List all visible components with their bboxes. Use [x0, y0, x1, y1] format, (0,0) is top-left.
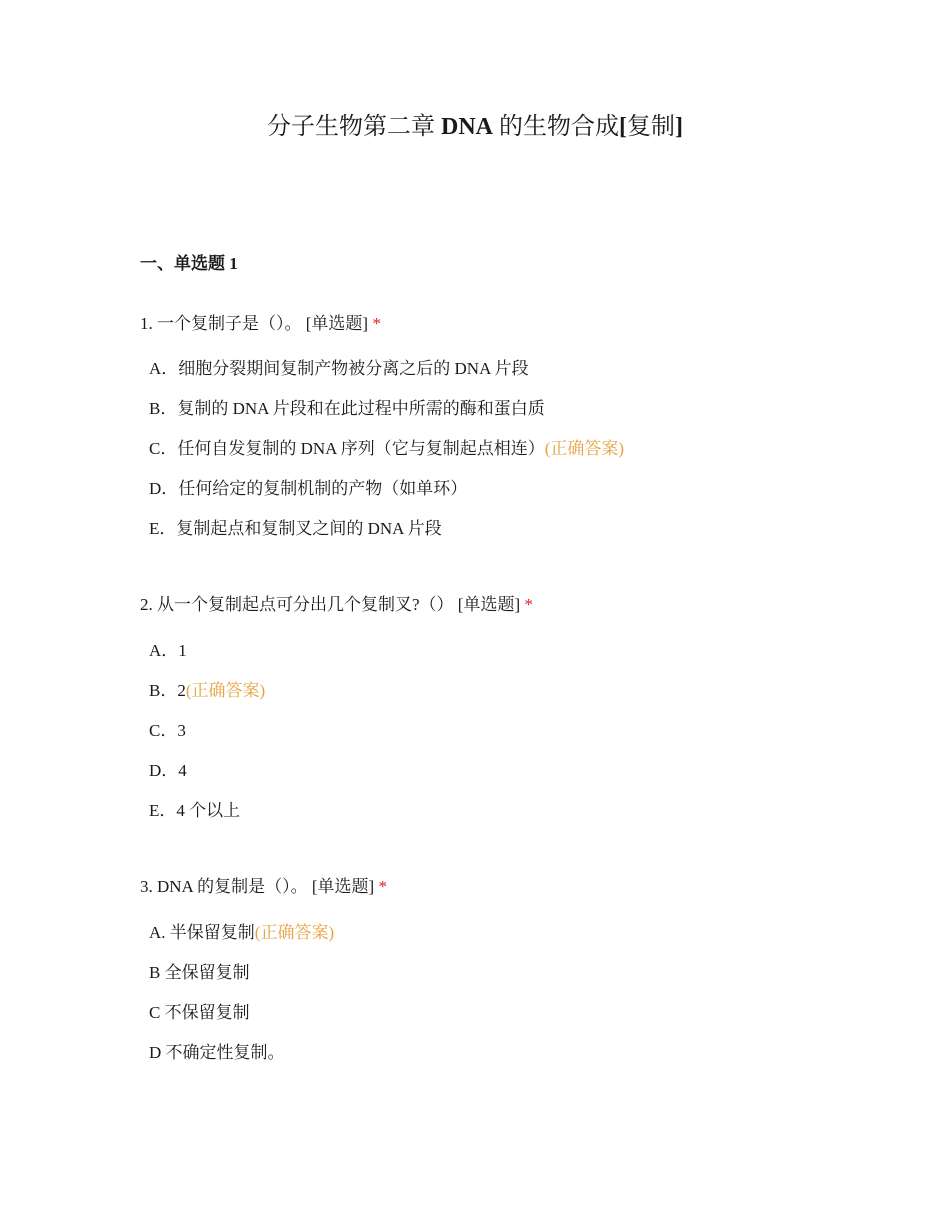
option-label: A．1 [149, 641, 187, 660]
required-marker: * [372, 314, 381, 333]
question-2-label: 2. 从一个复制起点可分出几个复制叉?（） [单选题] [140, 595, 525, 614]
option-1a[interactable] [149, 357, 529, 381]
question-1-text [140, 312, 840, 336]
option-2e[interactable] [149, 799, 240, 823]
title-part-4: [ [619, 114, 627, 140]
option-1b[interactable] [149, 397, 545, 421]
title-part-5: 复制 [627, 114, 675, 140]
question-1-label: 1. 一个复制子是（）。 [单选题] [140, 314, 373, 333]
option-label: D 不确定性复制。 [149, 1043, 285, 1062]
option-label: D．任何给定的复制机制的产物（如单环） [149, 479, 468, 498]
option-label: B．2 [149, 681, 186, 700]
option-1c[interactable] [149, 437, 624, 461]
question-1 [140, 312, 840, 538]
option-1e[interactable] [149, 517, 442, 541]
question-3-label: 3. DNA 的复制是（）。 [单选题] [140, 877, 379, 896]
question-2 [140, 593, 840, 820]
required-marker: * [524, 595, 533, 614]
correct-answer-tag: (正确答案) [544, 439, 625, 458]
title-part-1: 分子生物第二章 [267, 114, 441, 140]
option-label: A．细胞分裂期间复制产物被分离之后的 DNA 片段 [149, 359, 529, 378]
option-label: C．任何自发复制的 DNA 序列（它与复制起点相连） [149, 439, 545, 458]
option-3a[interactable] [149, 921, 334, 945]
option-label: E．复制起点和复制叉之间的 DNA 片段 [149, 519, 442, 538]
option-3d[interactable] [149, 1041, 285, 1065]
option-label: B 全保留复制 [149, 963, 250, 982]
option-label: C．3 [149, 721, 186, 740]
option-label: C 不保留复制 [149, 1003, 250, 1022]
option-3c[interactable] [149, 1001, 250, 1025]
option-label: E．4 个以上 [149, 801, 241, 820]
option-label: B．复制的 DNA 片段和在此过程中所需的酶和蛋白质 [149, 399, 545, 418]
option-2a[interactable] [149, 639, 187, 663]
title-part-2: DNA [441, 114, 493, 140]
section-heading: 一、单选题 1 [140, 254, 238, 273]
option-2b[interactable] [149, 679, 265, 703]
title-part-3: 的生物合成 [493, 114, 619, 140]
option-label: A. 半保留复制 [149, 923, 255, 942]
required-marker: * [378, 877, 387, 896]
correct-answer-tag: (正确答案) [254, 923, 335, 942]
option-1d[interactable] [149, 477, 467, 501]
question-2-text [140, 593, 840, 617]
question-3 [140, 875, 840, 1062]
page-title [0, 110, 950, 144]
question-3-text [140, 875, 840, 899]
correct-answer-tag: (正确答案) [185, 681, 266, 700]
option-3b[interactable] [149, 961, 250, 985]
option-label: D．4 [149, 761, 187, 780]
option-2c[interactable] [149, 719, 186, 743]
title-part-6: ] [675, 114, 683, 140]
option-2d[interactable] [149, 759, 187, 783]
